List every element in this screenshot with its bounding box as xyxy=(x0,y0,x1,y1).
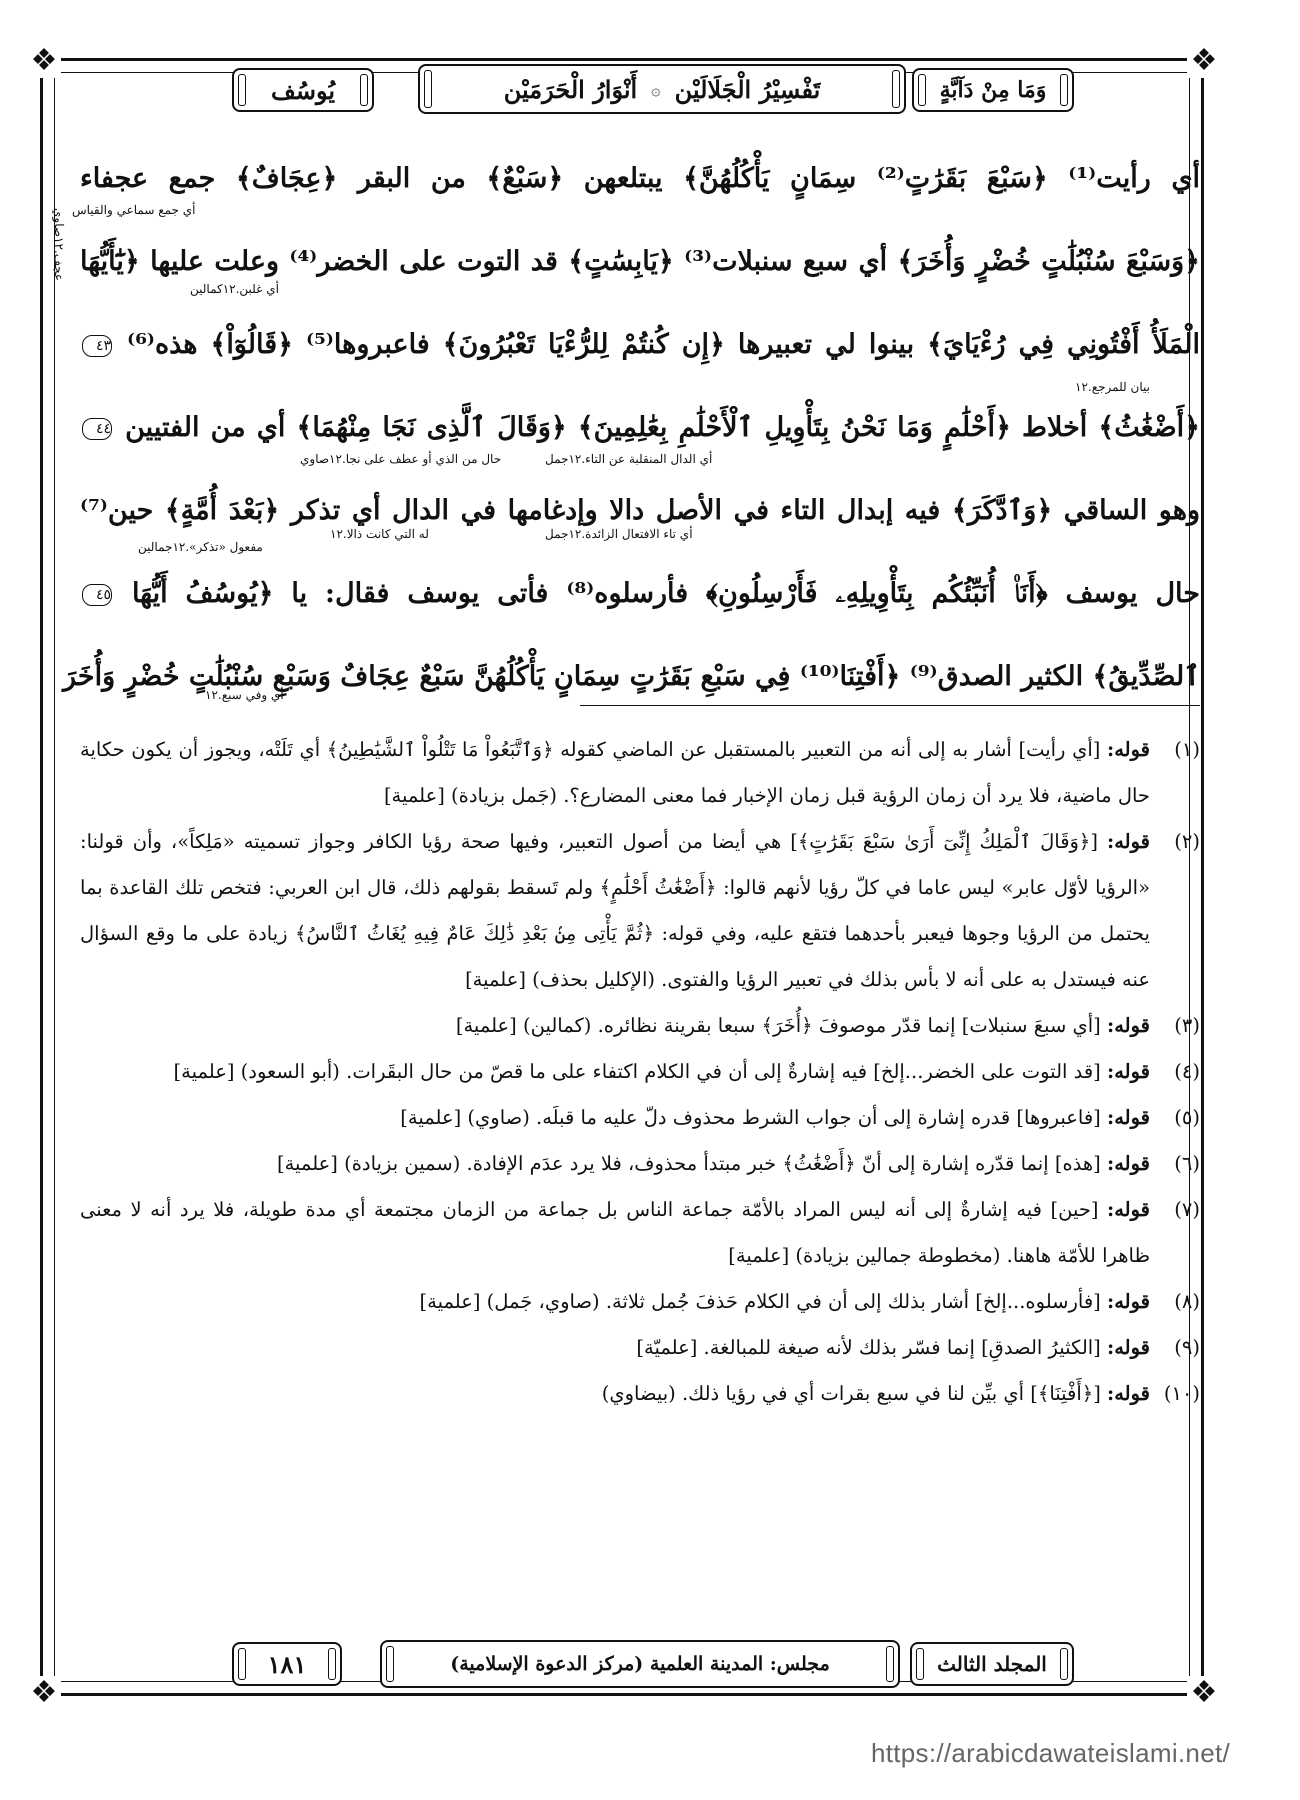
header-ornament-icon: ۞ xyxy=(651,79,661,99)
surah-name: يُوسُف xyxy=(270,75,336,105)
footnote-text: [أي رأيت] أشار به إلى أنه من التعبير بالمستقبل عن الماضي كقوله ﴿وَٱتَّبَعُواْ مَا تَتْلُواْ ٱلشَّيَٰطِينُ﴾ أي تَلَتْه، ويجوز أن يكون حكاية حال ماضية، فلا يرد أن زمان الرؤية قبل زمان الإخبار فما معنى المضارع؟. (جَمل بزيادة) [علمية] xyxy=(80,738,1150,807)
footnote-text: [﴿وَقَالَ ٱلْمَلِكُ إِنِّىٓ أَرَىٰ سَبْعَ بَقَرَٰتٍ﴾] هي أيضا من أصول التعبير، وفيها صحة رؤيا الكافر وجواز تسميته «مَلِكاً»، وأن قولنا: «الرؤيا لأوّل عابر» ليس عاما في كلّ رؤيا لأنهم قالوا: ﴿أَضْغَٰثُ أَحْلَٰمٍ﴾ ولم تَسقط بقولهم ذلك، قال ابن العربي: فتخص تلك القاعدة بما يحتمل من الرؤيا وجوها فيعبر بأحدهما فتقع عليه، وفي قوله: ﴿ثُمَّ يَأْتِى مِنۢ بَعْدِ ذَٰلِكَ عَامٌ فِيهِ يُغَاثُ ٱلنَّاسُ﴾ زيادة على ما وقع السؤال عنه فيستدل به على أنه لا بأس بذلك في تعبير الرؤيا والفتوى. (الإكليل بحذف) [علمية] xyxy=(80,830,1150,991)
footnote xyxy=(80,1049,1200,1095)
footer-volume xyxy=(910,1642,1074,1686)
footnote-label: قوله: xyxy=(1107,1014,1150,1037)
footnote-number: (١) xyxy=(1174,738,1200,761)
footnote xyxy=(80,1095,1200,1141)
footnote-separator xyxy=(580,705,1200,706)
footnote xyxy=(80,1325,1200,1371)
footnote-number: (٤) xyxy=(1174,1060,1200,1083)
commentary-line: حال يوسف ﴿أَنَا۠ أُنَبِّئُكُم بِتَأْوِيلِهِۦ فَأَرْسِلُونِ﴾ فأرسلوه⁽⁸⁾ فأتى يوسف فقال: يا ﴿يُوسُفُ أَيُّهَا ٤٥ xyxy=(80,565,1200,648)
ornament-icon: ❖ xyxy=(27,1676,61,1710)
interlinear-gloss: أي الدال المنقلبة عن التاء.١٢جمل xyxy=(545,452,713,466)
ornament-icon: ❖ xyxy=(1187,44,1221,78)
commentary-line: ﴿أَضْغَٰثُ﴾ أخلاط ﴿أَحْلَٰمٍ وَمَا نَحْنُ بِتَأْوِيلِ ٱلْأَحْلَٰمِ بِعَٰلِمِينَ﴾ ﴿وَقَالَ ٱلَّذِى نَجَا مِنْهُمَا﴾ أي من الفتيين ٤٤ xyxy=(80,399,1200,482)
footnote xyxy=(80,1371,1200,1417)
book-subtitle: أَنْوَارُ الْحَرَمَيْن xyxy=(503,74,638,104)
footnote-number: (٨) xyxy=(1174,1290,1200,1313)
ayah-number-marker: ٤٣ xyxy=(82,335,112,357)
footnote xyxy=(80,819,1200,1003)
interlinear-gloss: أي تاء الافتعال الزائدة.١٢جمل xyxy=(545,527,693,541)
footnote-label: قوله: xyxy=(1107,738,1150,761)
footnote xyxy=(80,727,1200,819)
interlinear-gloss: حال من الذي أو عطف على نجا.١٢صاوي xyxy=(300,452,502,466)
footnote-number: (٧) xyxy=(1174,1198,1200,1221)
footnote-text: [أي سبعَ سنبلات] إنما قدّر موصوفَ ﴿أُخَرَ﴾ سبعا بقرينة نظائره. (كمالين) [علمية] xyxy=(455,1014,1101,1037)
commentary-line: الْمَلَأُ أَفْتُونِي فِي رُءْيَايَ﴾ بينوا لي تعبيرها ﴿إِن كُنتُمْ لِلرُّءْيَا تَعْبُرُونَ﴾ فاعبروها⁽⁵⁾ ﴿قَالُوٓاْ﴾ هذه⁽⁶⁾ ٤٣ xyxy=(80,316,1200,399)
header-juz xyxy=(912,68,1074,112)
footnote-label: قوله: xyxy=(1107,1336,1150,1359)
footnote-text: [فأرسلوه...إلخ] أشار بذلك إلى أن في الكلام حَذفَ جُمل ثلاثة. (صاوي، جَمل) [علمية] xyxy=(419,1290,1101,1313)
footnote-number: (٣) xyxy=(1174,1014,1200,1037)
interlinear-gloss: له التي كانت ذالا.١٢ xyxy=(330,527,429,541)
footnote-number: (١٠) xyxy=(1163,1382,1200,1405)
interlinear-gloss: أي غلبن.١٢كمالين xyxy=(190,282,279,296)
commentary-line: ٱلصِّدِّيقُ﴾ الكثير الصدق⁽⁹⁾ ﴿أَفْتِنَا⁽¹⁰⁾ فِي سَبْعِ بَقَرَٰتٍ سِمَانٍ يَأْكُلُهُنَّ سَبْعٌ عِجَافٌ وَسَبْعِ سُنْبُلَٰتٍ خُضْرٍ وَأُخَرَ xyxy=(62,661,1200,692)
footnote-text: [فاعبروها] قدره إشارة إلى أن جواب الشرط محذوف دلّ عليه ما قبلَه. (صاوي) [علمية] xyxy=(400,1106,1101,1129)
header-book-title xyxy=(418,64,906,114)
footnote-text: [﴿أَفْتِنَا﴾] أي بيِّن لنا في سبع بقرات أي في رؤيا ذلك. (بيضاوي) xyxy=(601,1382,1101,1405)
footnote-number: (٥) xyxy=(1174,1106,1200,1129)
footnote-number: (٩) xyxy=(1174,1336,1200,1359)
ornament-icon: ❖ xyxy=(1187,1676,1221,1710)
margin-gloss: عجف.١٢صاوي xyxy=(52,208,66,282)
footer-page-number xyxy=(232,1642,342,1686)
footnote xyxy=(80,1279,1200,1325)
header-surah xyxy=(232,68,374,112)
commentary-line: وهو الساقي ﴿وَٱدَّكَرَ﴾ فيه إبدال التاء في الأصل دالا وإدغامها في الدال أي تذكر ﴿بَعْدَ أُمَّةٍ﴾ حين⁽⁷⁾ xyxy=(80,495,1200,526)
commentary-line: أي رأيت⁽¹⁾ ﴿سَبْعَ بَقَرَٰتٍ⁽²⁾ سِمَانٍ يَأْكُلُهُنَّ﴾ يبتلعهن ﴿سَبْعٌ﴾ من البقر ﴿عِجَافٌ﴾ جمع عجفاء xyxy=(80,163,1200,194)
footnote-label: قوله: xyxy=(1107,1106,1150,1129)
commentary-line: ﴿وَسَبْعَ سُنْبُلَٰتٍ خُضْرٍ وَأُخَرَ﴾ أي سبع سنبلات⁽³⁾ ﴿يَابِسَٰتٍ﴾ قد التوت على الخضر⁽⁴⁾ وعلت عليها ﴿يَٰٓأَيُّهَا xyxy=(80,246,1200,277)
interlinear-gloss: مفعول «تذكر».١٢جمالين xyxy=(138,540,263,554)
footnote-number: (٢) xyxy=(1174,830,1200,853)
footnote xyxy=(80,1187,1200,1279)
website-url[interactable]: https://arabicdawateislami.net/ xyxy=(870,1738,1230,1768)
footnote xyxy=(80,1141,1200,1187)
interlinear-gloss: أي جمع سماعي والقياس xyxy=(72,203,196,217)
interlinear-gloss: أي وفي سبع.١٢ xyxy=(205,688,284,702)
footnote-label: قوله: xyxy=(1107,1290,1150,1313)
footnote-label: قوله: xyxy=(1107,1152,1150,1175)
footnote-label: قوله: xyxy=(1107,1382,1150,1405)
footnote-text: [قد التوت على الخضر...إلخ] فيه إشارةٌ إلى أن في الكلام اكتفاء على ما قصّ من حال البقَرات. (أبو السعود) [علمية] xyxy=(173,1060,1101,1083)
volume-label: المجلد الثالث xyxy=(937,1652,1047,1676)
footnote-text: [حين] فيه إشارةٌ إلى أنه ليس المراد بالأمّة جماعة الناس بل جماعة من الزمان مجتمعة أي مدة طويلة، فلا يرد أنه لا معنى ظاهرا للأمّة هاهنا. (مخطوطة جمالين بزيادة) [علمية] xyxy=(80,1198,1150,1267)
footnote-number: (٦) xyxy=(1174,1152,1200,1175)
footnote-label: قوله: xyxy=(1107,1060,1150,1083)
footnote xyxy=(80,1003,1200,1049)
interlinear-gloss: بيان للمرجع.١٢ xyxy=(1075,380,1150,394)
book-title: تَفْسِيْرُ الْجَلَالَيْن xyxy=(674,74,821,104)
ornament-icon: ❖ xyxy=(27,44,61,78)
footnote-label: قوله: xyxy=(1107,830,1150,853)
juz-name: وَمَا مِنْ دَآبَّةٍ xyxy=(939,77,1047,103)
footnote-text: [هذه] إنما قدّره إشارة إلى أنّ ﴿أَضْغَٰثُ﴾ خبر مبتدأ محذوف، فلا يرد عدَم الإفادة. (سمين بزيادة) [علمية] xyxy=(276,1152,1101,1175)
footnotes xyxy=(80,727,1200,1417)
footer-publisher xyxy=(380,1640,900,1688)
main-commentary xyxy=(62,150,1200,731)
page-number: ١٨١ xyxy=(267,1649,307,1679)
publisher-name: مجلس: المدينة العلمية (مركز الدعوة الإسلامية) xyxy=(450,1653,830,1675)
ayah-number-marker: ٤٥ xyxy=(82,584,112,606)
footnote-label: قوله: xyxy=(1107,1198,1150,1221)
ayah-number-marker: ٤٤ xyxy=(82,418,112,440)
footnote-text: [الكثيرُ الصدقِ] إنما فسّر بذلك لأنه صيغة للمبالغة. [علميّة] xyxy=(636,1336,1101,1359)
